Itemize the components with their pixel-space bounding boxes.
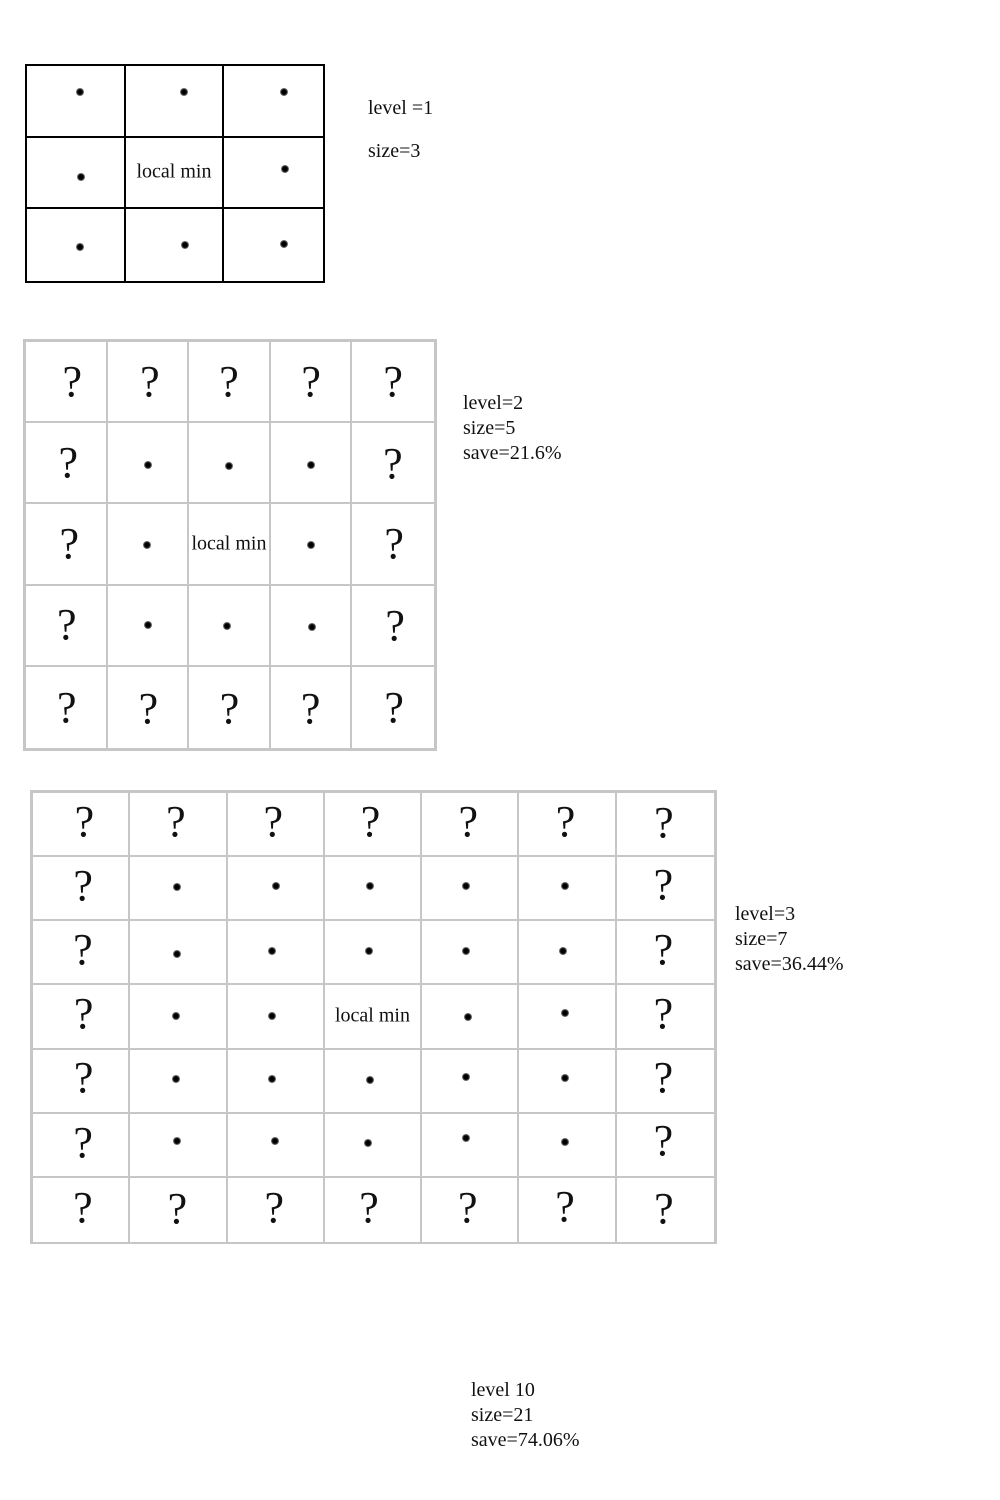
question-mark-icon: ? bbox=[57, 683, 77, 733]
unknown-cell bbox=[33, 985, 130, 1049]
evaluated-cell bbox=[130, 857, 227, 921]
unknown-cell bbox=[617, 921, 714, 985]
question-mark-icon: ? bbox=[654, 797, 674, 847]
unknown-cell bbox=[352, 423, 434, 504]
level-10-info bbox=[471, 1378, 579, 1453]
evaluated-cell bbox=[228, 857, 325, 921]
evaluated-cell bbox=[519, 1050, 616, 1114]
unknown-cell bbox=[271, 342, 353, 423]
level-3-grid bbox=[30, 790, 717, 1244]
sample-point-icon bbox=[462, 1134, 470, 1142]
question-mark-icon: ? bbox=[263, 796, 283, 846]
sample-point-icon bbox=[223, 622, 231, 630]
question-mark-icon: ? bbox=[555, 1182, 575, 1232]
sample-point-icon bbox=[173, 883, 181, 891]
unknown-cell bbox=[228, 793, 325, 857]
unknown-cell bbox=[519, 1178, 616, 1242]
evaluated-cell bbox=[224, 209, 323, 281]
sample-point-icon bbox=[144, 621, 152, 629]
sample-point-icon bbox=[180, 88, 188, 96]
sample-point-icon bbox=[561, 1074, 569, 1082]
evaluated-cell bbox=[108, 504, 190, 585]
question-mark-icon: ? bbox=[73, 1183, 93, 1233]
question-mark-icon: ? bbox=[555, 796, 576, 846]
sample-point-icon bbox=[143, 541, 151, 549]
unknown-cell bbox=[617, 857, 714, 921]
level-2-info bbox=[463, 391, 561, 466]
level-2-grid bbox=[23, 339, 437, 751]
unknown-cell bbox=[617, 1114, 714, 1178]
question-mark-icon: ? bbox=[58, 438, 79, 488]
question-mark-icon: ? bbox=[138, 683, 159, 733]
question-mark-icon: ? bbox=[359, 1183, 379, 1233]
sample-point-icon bbox=[559, 947, 567, 955]
question-mark-icon: ? bbox=[653, 1116, 674, 1166]
sample-point-icon bbox=[268, 1012, 276, 1020]
sample-point-icon bbox=[181, 241, 189, 249]
unknown-cell bbox=[26, 586, 108, 667]
unknown-cell bbox=[33, 793, 130, 857]
evaluated-cell bbox=[126, 66, 225, 138]
sample-point-icon bbox=[77, 173, 85, 181]
evaluated-cell bbox=[519, 1114, 616, 1178]
sample-point-icon bbox=[464, 1013, 472, 1021]
sample-point-icon bbox=[307, 461, 315, 469]
evaluated-cell bbox=[108, 586, 190, 667]
unknown-cell bbox=[352, 586, 434, 667]
question-mark-icon: ? bbox=[166, 796, 186, 846]
sample-point-icon bbox=[281, 165, 289, 173]
unknown-cell bbox=[422, 1178, 519, 1242]
sample-point-icon bbox=[76, 88, 84, 96]
level-1-level-text: level =1 bbox=[368, 97, 434, 119]
sample-point-icon bbox=[462, 1073, 470, 1081]
level-10-level-text: level 10 bbox=[471, 1379, 535, 1401]
evaluated-cell bbox=[130, 985, 227, 1049]
evaluated-cell bbox=[130, 1050, 227, 1114]
evaluated-cell bbox=[228, 1114, 325, 1178]
question-mark-icon: ? bbox=[653, 860, 674, 910]
evaluated-cell bbox=[130, 1114, 227, 1178]
question-mark-icon: ? bbox=[264, 1182, 284, 1232]
unknown-cell bbox=[617, 1050, 714, 1114]
sample-point-icon bbox=[280, 88, 288, 96]
question-mark-icon: ? bbox=[62, 356, 83, 406]
level-3-save-text: save=36.44% bbox=[735, 953, 844, 975]
evaluated-cell bbox=[271, 423, 353, 504]
sample-point-icon bbox=[172, 1012, 180, 1020]
sample-point-icon bbox=[268, 947, 276, 955]
unknown-cell bbox=[108, 667, 190, 748]
unknown-cell bbox=[352, 342, 434, 423]
unknown-cell bbox=[33, 857, 130, 921]
sample-point-icon bbox=[272, 882, 280, 890]
unknown-cell bbox=[26, 504, 108, 585]
unknown-cell bbox=[519, 793, 616, 857]
level-1-size-text: size=3 bbox=[368, 140, 421, 162]
sample-point-icon bbox=[364, 1139, 372, 1147]
evaluated-cell bbox=[325, 1114, 422, 1178]
evaluated-cell bbox=[271, 586, 353, 667]
question-mark-icon: ? bbox=[383, 438, 403, 488]
question-mark-icon: ? bbox=[219, 357, 239, 407]
sample-point-icon bbox=[366, 882, 374, 890]
sample-point-icon bbox=[76, 243, 84, 251]
unknown-cell bbox=[422, 793, 519, 857]
question-mark-icon: ? bbox=[74, 797, 95, 847]
evaluated-cell bbox=[27, 66, 126, 138]
evaluated-cell bbox=[130, 921, 227, 985]
local-min-label: local min bbox=[191, 532, 267, 555]
question-mark-icon: ? bbox=[219, 683, 240, 733]
question-mark-icon: ? bbox=[384, 519, 404, 569]
sample-point-icon bbox=[561, 882, 569, 890]
question-mark-icon: ? bbox=[384, 683, 404, 733]
question-mark-icon: ? bbox=[458, 1182, 478, 1232]
unknown-cell bbox=[130, 1178, 227, 1242]
sample-point-icon bbox=[308, 623, 316, 631]
evaluated-cell bbox=[189, 423, 271, 504]
sample-point-icon bbox=[561, 1138, 569, 1146]
unknown-cell bbox=[26, 342, 108, 423]
level-2-size-text: size=5 bbox=[463, 417, 516, 439]
unknown-cell bbox=[33, 1050, 130, 1114]
sample-point-icon bbox=[172, 1075, 180, 1083]
evaluated-cell bbox=[224, 138, 323, 210]
evaluated-cell bbox=[519, 857, 616, 921]
question-mark-icon: ? bbox=[73, 860, 93, 910]
sample-point-icon bbox=[268, 1075, 276, 1083]
question-mark-icon: ? bbox=[167, 1183, 188, 1233]
evaluated-cell bbox=[422, 921, 519, 985]
sample-point-icon bbox=[462, 882, 470, 890]
question-mark-icon: ? bbox=[653, 988, 674, 1038]
question-mark-icon: ? bbox=[73, 989, 94, 1039]
evaluated-cell bbox=[27, 138, 126, 210]
unknown-cell bbox=[325, 1178, 422, 1242]
evaluated-cell bbox=[228, 921, 325, 985]
evaluated-cell bbox=[519, 921, 616, 985]
evaluated-cell bbox=[189, 586, 271, 667]
question-mark-icon: ? bbox=[458, 796, 479, 846]
local-min-cell bbox=[126, 138, 225, 210]
level-1-grid bbox=[25, 64, 325, 283]
evaluated-cell bbox=[108, 423, 190, 504]
evaluated-cell bbox=[422, 1114, 519, 1178]
sample-point-icon bbox=[280, 240, 288, 248]
sample-point-icon bbox=[225, 462, 233, 470]
question-mark-icon: ? bbox=[73, 1117, 93, 1167]
level-3-level-text: level=3 bbox=[735, 903, 796, 925]
question-mark-icon: ? bbox=[59, 519, 80, 569]
level-10-size-text: size=21 bbox=[471, 1404, 534, 1426]
sample-point-icon bbox=[561, 1009, 569, 1017]
local-min-cell bbox=[189, 504, 271, 585]
unknown-cell bbox=[617, 985, 714, 1049]
local-min-label: local min bbox=[334, 1004, 410, 1027]
question-mark-icon: ? bbox=[383, 356, 403, 406]
evaluated-cell bbox=[422, 1050, 519, 1114]
question-mark-icon: ? bbox=[73, 1053, 94, 1103]
evaluated-cell bbox=[271, 504, 353, 585]
sample-point-icon bbox=[144, 461, 152, 469]
unknown-cell bbox=[26, 423, 108, 504]
evaluated-cell bbox=[224, 66, 323, 138]
evaluated-cell bbox=[325, 1050, 422, 1114]
level-3-info bbox=[735, 902, 843, 977]
evaluated-cell bbox=[325, 857, 422, 921]
question-mark-icon: ? bbox=[653, 924, 674, 974]
unknown-cell bbox=[352, 667, 434, 748]
unknown-cell bbox=[130, 793, 227, 857]
level-1-info bbox=[368, 96, 433, 164]
question-mark-icon: ? bbox=[653, 1052, 674, 1102]
unknown-cell bbox=[189, 342, 271, 423]
level-2-level-text: level=2 bbox=[463, 392, 524, 414]
unknown-cell bbox=[26, 667, 108, 748]
evaluated-cell bbox=[126, 209, 225, 281]
level-10-save-text: save=74.06% bbox=[471, 1429, 580, 1451]
local-min-label: local min bbox=[136, 160, 212, 183]
unknown-cell bbox=[33, 921, 130, 985]
question-mark-icon: ? bbox=[73, 925, 93, 975]
level-2-save-text: save=21.6% bbox=[463, 442, 562, 464]
unknown-cell bbox=[33, 1178, 130, 1242]
question-mark-icon: ? bbox=[57, 600, 77, 650]
unknown-cell bbox=[271, 667, 353, 748]
question-mark-icon: ? bbox=[654, 1183, 674, 1233]
unknown-cell bbox=[617, 793, 714, 857]
sample-point-icon bbox=[173, 950, 181, 958]
question-mark-icon: ? bbox=[360, 796, 381, 846]
local-min-cell bbox=[325, 985, 422, 1049]
sample-point-icon bbox=[365, 947, 373, 955]
unknown-cell bbox=[108, 342, 190, 423]
evaluated-cell bbox=[325, 921, 422, 985]
evaluated-cell bbox=[228, 1050, 325, 1114]
question-mark-icon: ? bbox=[140, 357, 160, 407]
unknown-cell bbox=[228, 1178, 325, 1242]
unknown-cell bbox=[189, 667, 271, 748]
sample-point-icon bbox=[173, 1137, 181, 1145]
evaluated-cell bbox=[27, 209, 126, 281]
sample-point-icon bbox=[366, 1076, 374, 1084]
question-mark-icon: ? bbox=[385, 600, 405, 650]
sample-point-icon bbox=[462, 947, 470, 955]
sample-point-icon bbox=[307, 541, 315, 549]
unknown-cell bbox=[617, 1178, 714, 1242]
evaluated-cell bbox=[422, 985, 519, 1049]
question-mark-icon: ? bbox=[301, 357, 321, 407]
evaluated-cell bbox=[519, 985, 616, 1049]
question-mark-icon: ? bbox=[300, 683, 321, 733]
unknown-cell bbox=[352, 504, 434, 585]
unknown-cell bbox=[33, 1114, 130, 1178]
unknown-cell bbox=[325, 793, 422, 857]
level-3-size-text: size=7 bbox=[735, 928, 788, 950]
evaluated-cell bbox=[228, 985, 325, 1049]
evaluated-cell bbox=[422, 857, 519, 921]
sample-point-icon bbox=[271, 1137, 279, 1145]
